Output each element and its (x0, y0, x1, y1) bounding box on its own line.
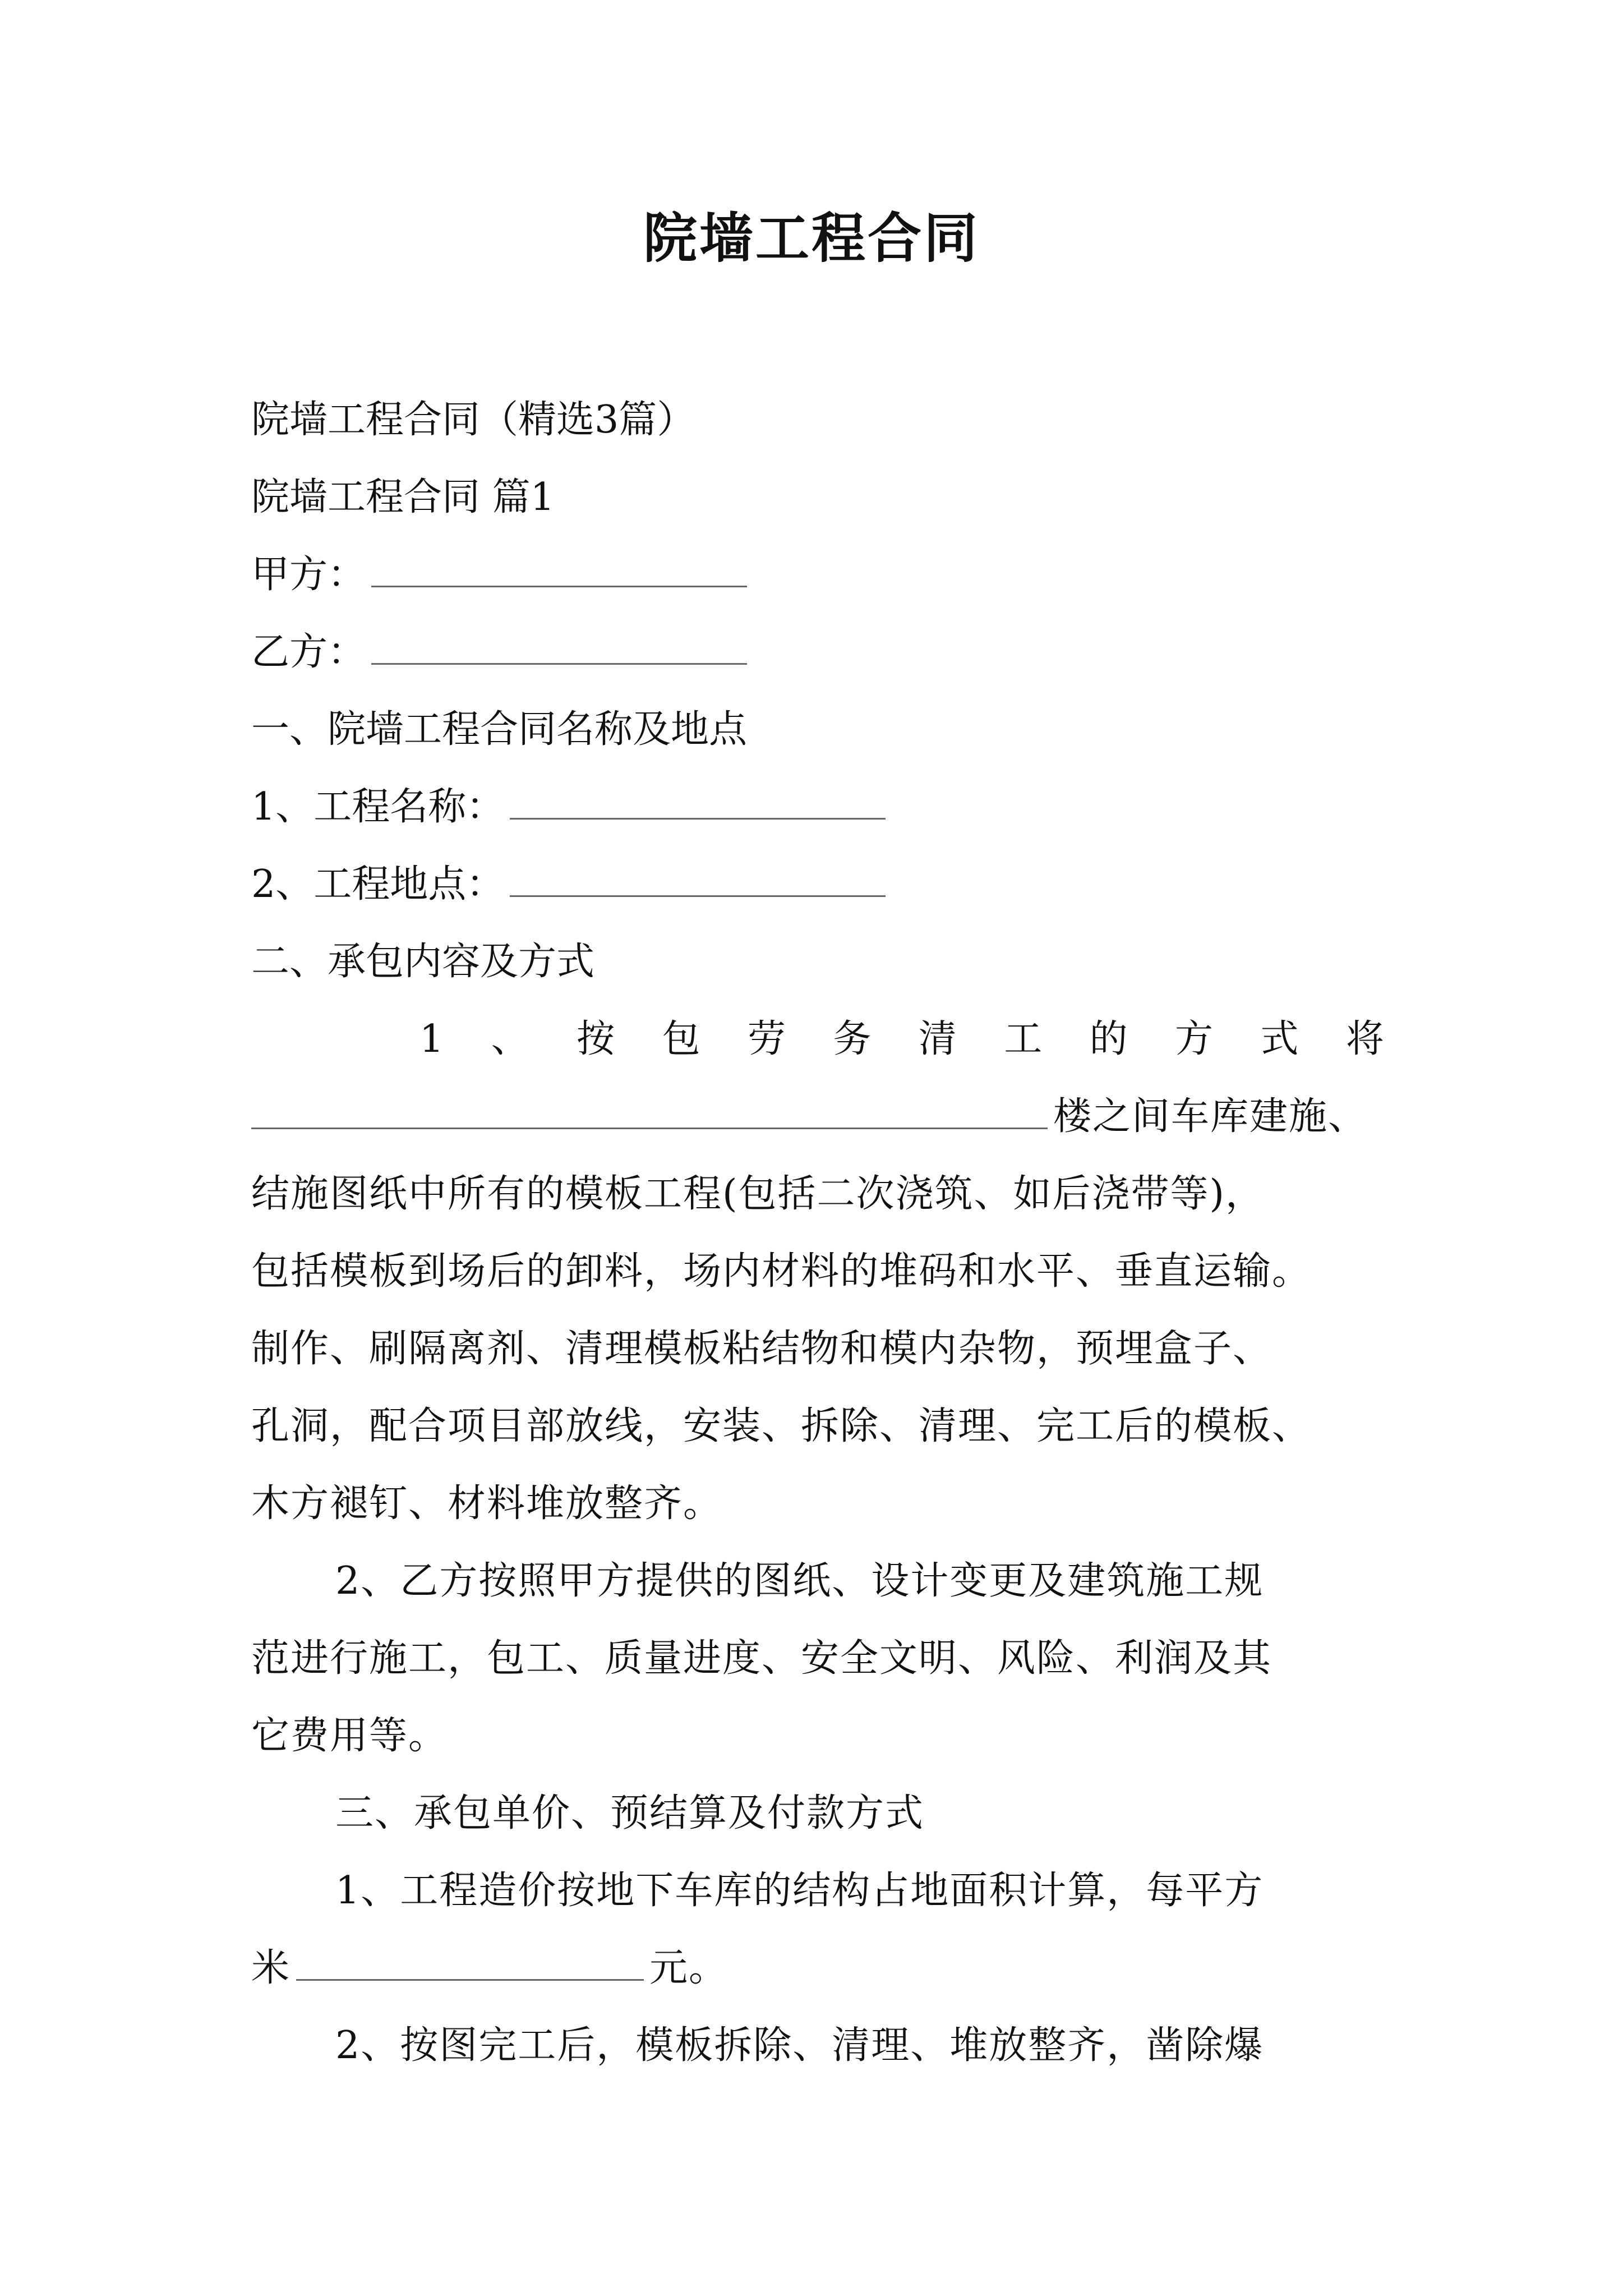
project-name-line (251, 769, 1392, 846)
clause-2-item-2-line-2: 范进行施工，包工、质量进度、安全文明、风险、利润及其 (251, 1636, 1272, 1681)
project-name-label: 1、工程名称： (251, 785, 505, 829)
clause-2-item-2-line-3: 它费用等。 (251, 1714, 448, 1758)
party-a-label: 甲方： (251, 553, 366, 597)
line-text: 米 (251, 1946, 291, 1990)
clause-2-item-1-line-1 (251, 1001, 1392, 1078)
project-name-blank (510, 790, 886, 820)
clause-2-item-1-line-6: 孔洞，配合项目部放线，安装、拆除、清理、完工后的模板、 (251, 1404, 1312, 1448)
document-title: 院墙工程合同 (643, 207, 980, 270)
justified-char: 清 (918, 1017, 957, 1061)
clause-2-item-1-line-3: 结施图纸中所有的模板工程(包括二次浇筑、如后浇带等)， (251, 1172, 1265, 1216)
clause-heading-2: 二、承包内容及方式 (251, 940, 595, 984)
clause-2-item-2-line-1: 2、乙方按照甲方提供的图纸、设计变更及建筑施工规 (335, 1559, 1264, 1603)
justified-char: 方 (1175, 1017, 1214, 1061)
clause-2-item-1-line-5: 制作、刷隔离剂、清理模板粘结物和模内杂物，预埋盒子、 (251, 1327, 1272, 1371)
clause-2-item-1-line-4: 包括模板到场后的卸料，场内材料的堆码和水平、垂直运输。 (251, 1249, 1312, 1294)
justified-char: 包 (662, 1017, 700, 1061)
party-a-line (251, 536, 1392, 614)
clause-2-item-1-line-7: 木方褪钉、材料堆放整齐。 (251, 1481, 723, 1526)
clause-3-item-2-line-1: 2、按图完工后，模板拆除、清理、堆放整齐，凿除爆 (335, 2023, 1264, 2068)
unit-price-blank (296, 1951, 644, 1981)
party-b-line (251, 614, 1392, 691)
justified-char: 工 (1004, 1017, 1043, 1061)
justified-char: 式 (1260, 1017, 1299, 1061)
clause-3-item-1-line-1: 1、工程造价按地下车库的结构占地面积计算，每平方 (335, 1869, 1264, 1913)
building-blank (251, 1099, 1048, 1129)
clause-heading-1: 一、院墙工程合同名称及地点 (251, 707, 748, 752)
subtitle: 院墙工程合同（精选3篇） (251, 398, 695, 442)
clause-2-item-1-line-2 (251, 1078, 1429, 1156)
clause-2-body (251, 1001, 1392, 1078)
party-b-label: 乙方： (251, 630, 366, 674)
party-a-blank (371, 558, 747, 587)
justified-char: 将 (1345, 1017, 1384, 1061)
justified-char: 、 (491, 1017, 529, 1061)
clause-3-item-1-line-2 (251, 1930, 1429, 2007)
line-text: 楼之间车库建施、 (1053, 1094, 1368, 1139)
justified-char: 按 (577, 1017, 615, 1061)
document-body (251, 381, 1392, 1001)
justified-char: 务 (833, 1017, 872, 1061)
project-location-label: 2、工程地点： (251, 862, 505, 907)
justified-char: 1 (419, 1017, 444, 1061)
clause-2-continued (251, 1078, 1429, 2085)
party-b-blank (371, 635, 747, 665)
line-text: 元。 (649, 1946, 728, 1990)
project-location-blank (510, 867, 886, 897)
project-location-line (251, 846, 1392, 923)
justified-char: 劳 (747, 1017, 786, 1061)
clause-heading-3: 三、承包单价、预结算及付款方式 (335, 1791, 925, 1835)
section-heading: 院墙工程合同 篇1 (251, 475, 555, 519)
justified-char: 的 (1089, 1017, 1128, 1061)
